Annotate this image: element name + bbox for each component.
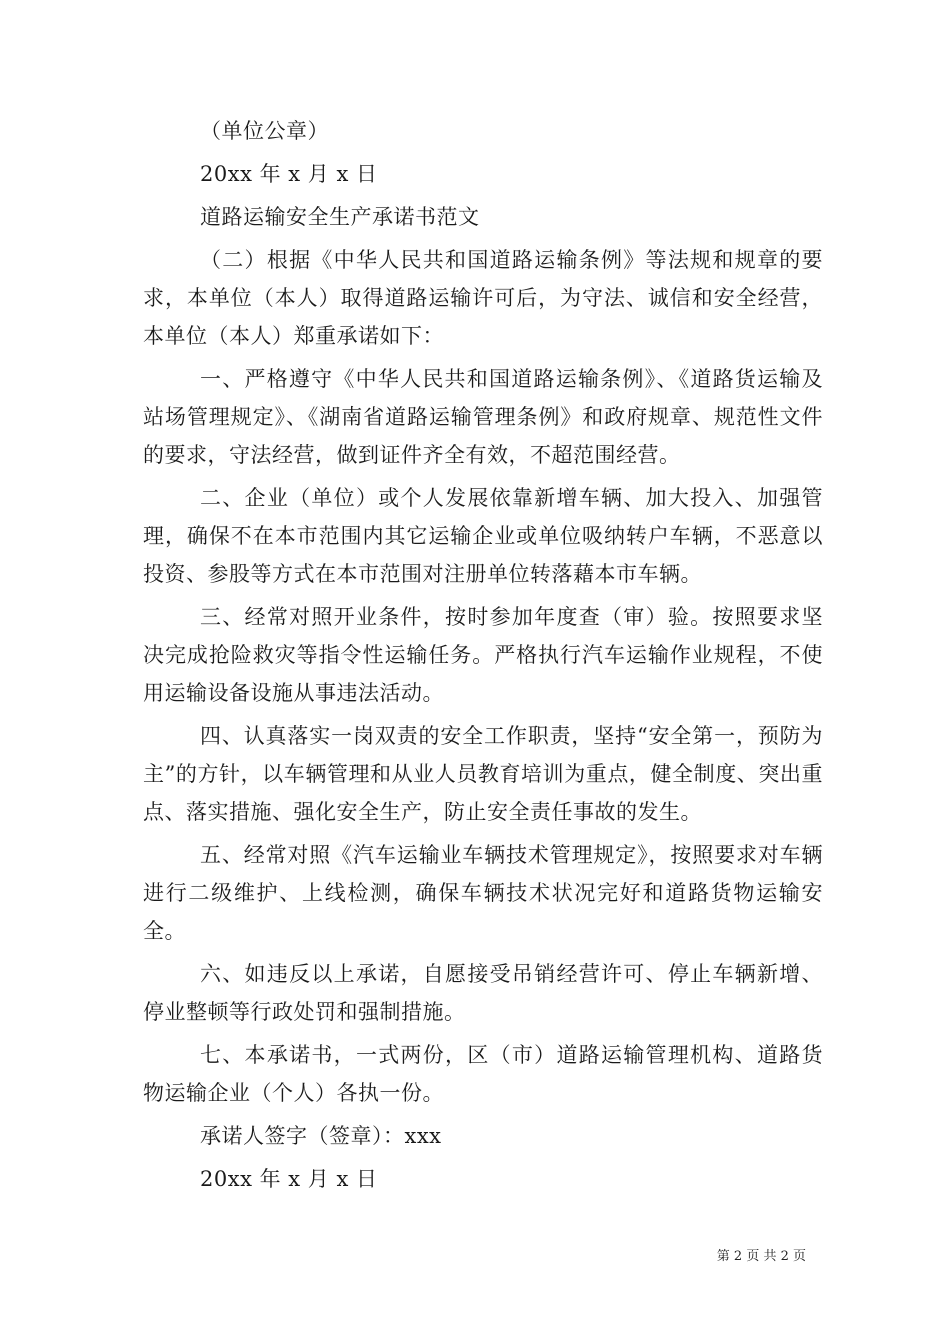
date-top: 20xx 年 x 月 x 日 (200, 162, 378, 186)
intro-paragraph: （二）根据《中华人民共和国道路运输条例》等法规和规章的要求，本单位（本人）取得道路运输许可后，为守法、诚信和安全经营，本单位（本人）郑重承诺如下： (143, 248, 823, 348)
document-body (143, 112, 823, 1198)
item-3: 三、经常对照开业条件，按时参加年度查（审）验。按照要求坚决完成抢险救灾等指令性运输任务。严格执行汽车运输作业规程，不使用运输设备设施从事违法活动。 (143, 605, 823, 705)
item-1: 一、严格遵守《中华人民共和国道路运输条例》、《道路货运输及站场管理规定》、《湖南省道路运输管理条例》和政府规章、规范性文件的要求，守法经营，做到证件齐全有效，不超范围经营。 (143, 367, 823, 467)
item-5: 五、经常对照《汽车运输业车辆技术管理规定》，按照要求对车辆进行二级维护、上线检测，确保车辆技术状况完好和道路货物运输安全。 (143, 843, 823, 943)
seal-line: （单位公章） (200, 119, 329, 143)
item-7: 七、本承诺书，一式两份，区（市）道路运输管理机构、道路货物运输企业（个人）各执一份。 (143, 1043, 823, 1105)
document-title: 道路运输安全生产承诺书范文 (200, 205, 480, 229)
date-bottom: 20xx 年 x 月 x 日 (200, 1167, 378, 1191)
item-6: 六、如违反以上承诺，自愿接受吊销经营许可、停止车辆新增、停业整顿等行政处罚和强制措施。 (143, 962, 823, 1024)
page-number: 第 2 页 共 2 页 (716, 1249, 806, 1264)
item-4: 四、认真落实一岗双责的安全工作职责，坚持“安全第一，预防为主”的方针，以车辆管理和从业人员教育培训为重点，健全制度、突出重点、落实措施、强化安全生产，防止安全责任事故的发生。 (143, 724, 823, 824)
item-2: 二、企业（单位）或个人发展依靠新增车辆、加大投入、加强管理，确保不在本市范围内其它运输企业或单位吸纳转户车辆，不恶意以投资、参股等方式在本市范围对注册单位转落藉本市车辆。 (143, 486, 823, 586)
signature-line: 承诺人签字（签章）：xxx (200, 1124, 442, 1148)
